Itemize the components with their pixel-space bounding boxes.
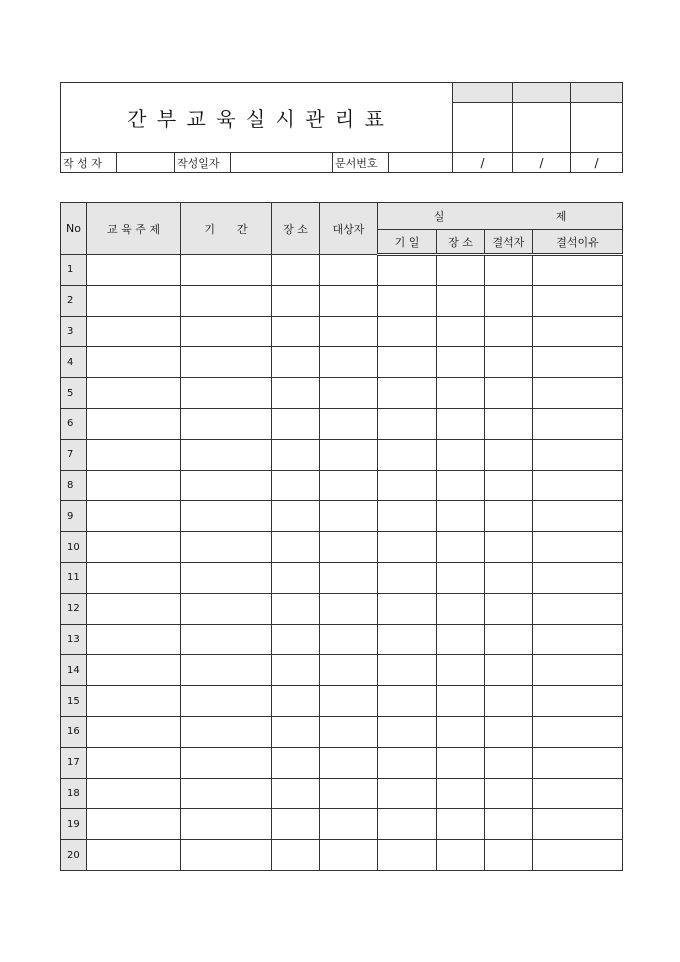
cell-target[interactable] — [320, 439, 378, 470]
table-row — [61, 716, 623, 747]
cell-absence-reason[interactable] — [533, 840, 623, 871]
cell-absence-reason[interactable] — [533, 255, 623, 286]
cell-place[interactable] — [272, 501, 320, 532]
cell-place[interactable] — [272, 624, 320, 655]
cell-absence-reason[interactable] — [533, 408, 623, 439]
col-target: 대상자 — [320, 203, 378, 255]
approval-header-1 — [453, 83, 513, 103]
cell-actual-place[interactable] — [437, 532, 485, 563]
cell-actual-date[interactable] — [378, 470, 437, 501]
row-number: 15 — [61, 686, 87, 717]
row-number: 9 — [61, 501, 87, 532]
cell-topic[interactable] — [87, 408, 181, 439]
cell-period[interactable] — [181, 255, 272, 286]
cell-topic[interactable] — [87, 378, 181, 409]
cell-actual-place[interactable] — [437, 378, 485, 409]
cell-place[interactable] — [272, 778, 320, 809]
document-title: 간 부 교 육 실 시 관 리 표 — [61, 83, 453, 153]
doc-no-field[interactable] — [389, 153, 453, 173]
cell-actual-date[interactable] — [378, 408, 437, 439]
cell-period[interactable] — [181, 778, 272, 809]
cell-absentees[interactable] — [485, 439, 533, 470]
cell-period[interactable] — [181, 347, 272, 378]
col-actual-left: 실 — [433, 210, 445, 223]
table-row — [61, 470, 623, 501]
cell-absentees[interactable] — [485, 408, 533, 439]
cell-topic[interactable] — [87, 532, 181, 563]
cell-actual-date[interactable] — [378, 255, 437, 286]
table-row — [61, 562, 623, 593]
cell-topic[interactable] — [87, 470, 181, 501]
cell-actual-date[interactable] — [378, 747, 437, 778]
col-absence-reason: 결석이유 — [533, 230, 623, 255]
cell-target[interactable] — [320, 747, 378, 778]
row-number: 10 — [61, 532, 87, 563]
cell-absence-reason[interactable] — [533, 470, 623, 501]
cell-actual-date[interactable] — [378, 624, 437, 655]
row-number: 3 — [61, 316, 87, 347]
cell-absentees[interactable] — [485, 809, 533, 840]
cell-place[interactable] — [272, 316, 320, 347]
cell-absence-reason[interactable] — [533, 378, 623, 409]
cell-absence-reason[interactable] — [533, 747, 623, 778]
cell-place[interactable] — [272, 562, 320, 593]
cell-absentees[interactable] — [485, 840, 533, 871]
row-number: 11 — [61, 562, 87, 593]
table-row — [61, 624, 623, 655]
cell-period[interactable] — [181, 316, 272, 347]
col-actual — [378, 203, 623, 230]
cell-absence-reason[interactable] — [533, 501, 623, 532]
cell-absentees[interactable] — [485, 778, 533, 809]
cell-actual-date[interactable] — [378, 347, 437, 378]
row-number: 2 — [61, 285, 87, 316]
cell-topic[interactable] — [87, 316, 181, 347]
cell-absentees[interactable] — [485, 285, 533, 316]
table-row — [61, 439, 623, 470]
approval-date-2[interactable]: / — [513, 153, 571, 173]
cell-target[interactable] — [320, 593, 378, 624]
author-field[interactable] — [117, 153, 175, 173]
row-number: 16 — [61, 716, 87, 747]
cell-actual-date[interactable] — [378, 809, 437, 840]
cell-place[interactable] — [272, 285, 320, 316]
cell-target[interactable] — [320, 655, 378, 686]
table-row — [61, 778, 623, 809]
cell-absentees[interactable] — [485, 532, 533, 563]
cell-period[interactable] — [181, 686, 272, 717]
cell-actual-place[interactable] — [437, 408, 485, 439]
cell-actual-place[interactable] — [437, 285, 485, 316]
col-period: 기 간 — [181, 203, 272, 255]
row-number: 4 — [61, 347, 87, 378]
row-number: 6 — [61, 408, 87, 439]
cell-absence-reason[interactable] — [533, 532, 623, 563]
table-row — [61, 285, 623, 316]
table-body — [61, 255, 623, 871]
cell-actual-place[interactable] — [437, 686, 485, 717]
col-actual-date: 기 일 — [378, 230, 437, 255]
cell-absence-reason[interactable] — [533, 809, 623, 840]
cell-place[interactable] — [272, 840, 320, 871]
col-topic: 교 육 주 제 — [87, 203, 181, 255]
row-number: 18 — [61, 778, 87, 809]
cell-absence-reason[interactable] — [533, 778, 623, 809]
cell-target[interactable] — [320, 470, 378, 501]
cell-absentees[interactable] — [485, 255, 533, 286]
row-number: 8 — [61, 470, 87, 501]
cell-absentees[interactable] — [485, 686, 533, 717]
cell-topic[interactable] — [87, 593, 181, 624]
table-row — [61, 501, 623, 532]
table-row — [61, 347, 623, 378]
cell-period[interactable] — [181, 593, 272, 624]
cell-place[interactable] — [272, 408, 320, 439]
cell-absence-reason[interactable] — [533, 439, 623, 470]
cell-actual-date[interactable] — [378, 378, 437, 409]
cell-actual-date[interactable] — [378, 562, 437, 593]
cell-actual-place[interactable] — [437, 439, 485, 470]
cell-absentees[interactable] — [485, 501, 533, 532]
approval-header-2 — [513, 83, 571, 103]
table-row — [61, 316, 623, 347]
table-row — [61, 686, 623, 717]
cell-target[interactable] — [320, 347, 378, 378]
cell-period[interactable] — [181, 408, 272, 439]
cell-target[interactable] — [320, 532, 378, 563]
row-number: 17 — [61, 747, 87, 778]
cell-absence-reason[interactable] — [533, 562, 623, 593]
cell-place[interactable] — [272, 470, 320, 501]
cell-absence-reason[interactable] — [533, 316, 623, 347]
cell-target[interactable] — [320, 316, 378, 347]
cell-place[interactable] — [272, 716, 320, 747]
cell-period[interactable] — [181, 378, 272, 409]
cell-actual-place[interactable] — [437, 809, 485, 840]
cell-topic[interactable] — [87, 686, 181, 717]
cell-actual-place[interactable] — [437, 347, 485, 378]
cell-actual-date[interactable] — [378, 593, 437, 624]
education-table — [60, 202, 623, 871]
approval-sign-3[interactable] — [571, 103, 623, 153]
cell-topic[interactable] — [87, 747, 181, 778]
cell-place[interactable] — [272, 686, 320, 717]
cell-place[interactable] — [272, 593, 320, 624]
cell-actual-place[interactable] — [437, 255, 485, 286]
approval-date-3[interactable]: / — [571, 153, 623, 173]
table-row — [61, 255, 623, 286]
cell-topic[interactable] — [87, 778, 181, 809]
cell-target[interactable] — [320, 716, 378, 747]
cell-absentees[interactable] — [485, 624, 533, 655]
cell-actual-place[interactable] — [437, 593, 485, 624]
cell-absentees[interactable] — [485, 347, 533, 378]
approval-header-3 — [571, 83, 623, 103]
cell-place[interactable] — [272, 439, 320, 470]
cell-actual-date[interactable] — [378, 655, 437, 686]
cell-absence-reason[interactable] — [533, 593, 623, 624]
cell-actual-place[interactable] — [437, 316, 485, 347]
col-actual-place: 장 소 — [437, 230, 485, 255]
cell-actual-place[interactable] — [437, 840, 485, 871]
cell-absentees[interactable] — [485, 378, 533, 409]
cell-actual-date[interactable] — [378, 285, 437, 316]
cell-absence-reason[interactable] — [533, 624, 623, 655]
cell-absence-reason[interactable] — [533, 686, 623, 717]
cell-period[interactable] — [181, 562, 272, 593]
cell-place[interactable] — [272, 532, 320, 563]
cell-absentees[interactable] — [485, 562, 533, 593]
row-number: 1 — [61, 255, 87, 286]
cell-actual-place[interactable] — [437, 501, 485, 532]
cell-absentees[interactable] — [485, 716, 533, 747]
cell-topic[interactable] — [87, 624, 181, 655]
cell-target[interactable] — [320, 562, 378, 593]
row-number: 12 — [61, 593, 87, 624]
cell-target[interactable] — [320, 501, 378, 532]
date-field[interactable] — [231, 153, 333, 173]
row-number: 7 — [61, 439, 87, 470]
cell-topic[interactable] — [87, 562, 181, 593]
col-absentees: 결석자 — [485, 230, 533, 255]
cell-topic[interactable] — [87, 655, 181, 686]
table-row — [61, 532, 623, 563]
cell-target[interactable] — [320, 255, 378, 286]
table-row — [61, 378, 623, 409]
cell-actual-place[interactable] — [437, 778, 485, 809]
doc-no-label: 문서번호 — [333, 153, 389, 173]
cell-period[interactable] — [181, 532, 272, 563]
approval-date-1[interactable]: / — [453, 153, 513, 173]
cell-target[interactable] — [320, 624, 378, 655]
row-number: 19 — [61, 809, 87, 840]
approval-sign-2[interactable] — [513, 103, 571, 153]
cell-place[interactable] — [272, 347, 320, 378]
cell-topic[interactable] — [87, 439, 181, 470]
table-row — [61, 747, 623, 778]
table-row — [61, 655, 623, 686]
cell-target[interactable] — [320, 840, 378, 871]
cell-actual-date[interactable] — [378, 316, 437, 347]
col-actual-right: 제 — [555, 210, 567, 223]
cell-period[interactable] — [181, 285, 272, 316]
cell-actual-date[interactable] — [378, 716, 437, 747]
date-label: 작성일자 — [175, 153, 231, 173]
row-number: 13 — [61, 624, 87, 655]
cell-absentees[interactable] — [485, 655, 533, 686]
row-number: 20 — [61, 840, 87, 871]
cell-actual-date[interactable] — [378, 439, 437, 470]
cell-actual-place[interactable] — [437, 562, 485, 593]
cell-target[interactable] — [320, 686, 378, 717]
header-table — [60, 82, 623, 173]
cell-period[interactable] — [181, 439, 272, 470]
cell-period[interactable] — [181, 501, 272, 532]
cell-actual-date[interactable] — [378, 840, 437, 871]
cell-absence-reason[interactable] — [533, 285, 623, 316]
cell-absentees[interactable] — [485, 747, 533, 778]
cell-period[interactable] — [181, 470, 272, 501]
table-row — [61, 809, 623, 840]
cell-place[interactable] — [272, 747, 320, 778]
cell-actual-place[interactable] — [437, 747, 485, 778]
cell-topic[interactable] — [87, 716, 181, 747]
cell-period[interactable] — [181, 655, 272, 686]
row-number: 5 — [61, 378, 87, 409]
cell-actual-date[interactable] — [378, 686, 437, 717]
cell-topic[interactable] — [87, 255, 181, 286]
cell-place[interactable] — [272, 255, 320, 286]
cell-actual-place[interactable] — [437, 716, 485, 747]
table-row — [61, 840, 623, 871]
cell-place[interactable] — [272, 378, 320, 409]
cell-place[interactable] — [272, 809, 320, 840]
cell-period[interactable] — [181, 747, 272, 778]
cell-actual-place[interactable] — [437, 470, 485, 501]
cell-actual-date[interactable] — [378, 532, 437, 563]
cell-period[interactable] — [181, 809, 272, 840]
cell-place[interactable] — [272, 655, 320, 686]
cell-absentees[interactable] — [485, 470, 533, 501]
cell-topic[interactable] — [87, 809, 181, 840]
cell-actual-place[interactable] — [437, 655, 485, 686]
cell-target[interactable] — [320, 408, 378, 439]
cell-period[interactable] — [181, 840, 272, 871]
table-row — [61, 593, 623, 624]
col-no: No — [61, 203, 87, 255]
cell-target[interactable] — [320, 378, 378, 409]
cell-target[interactable] — [320, 809, 378, 840]
cell-topic[interactable] — [87, 840, 181, 871]
cell-absentees[interactable] — [485, 593, 533, 624]
col-place: 장 소 — [272, 203, 320, 255]
cell-topic[interactable] — [87, 285, 181, 316]
table-row — [61, 408, 623, 439]
cell-target[interactable] — [320, 778, 378, 809]
cell-topic[interactable] — [87, 347, 181, 378]
cell-actual-date[interactable] — [378, 501, 437, 532]
cell-topic[interactable] — [87, 501, 181, 532]
row-number: 14 — [61, 655, 87, 686]
cell-actual-place[interactable] — [437, 624, 485, 655]
approval-sign-1[interactable] — [453, 103, 513, 153]
cell-absence-reason[interactable] — [533, 347, 623, 378]
cell-period[interactable] — [181, 716, 272, 747]
cell-absentees[interactable] — [485, 316, 533, 347]
cell-period[interactable] — [181, 624, 272, 655]
author-label: 작 성 자 — [61, 153, 117, 173]
cell-absence-reason[interactable] — [533, 655, 623, 686]
cell-absence-reason[interactable] — [533, 716, 623, 747]
cell-target[interactable] — [320, 285, 378, 316]
cell-actual-date[interactable] — [378, 778, 437, 809]
